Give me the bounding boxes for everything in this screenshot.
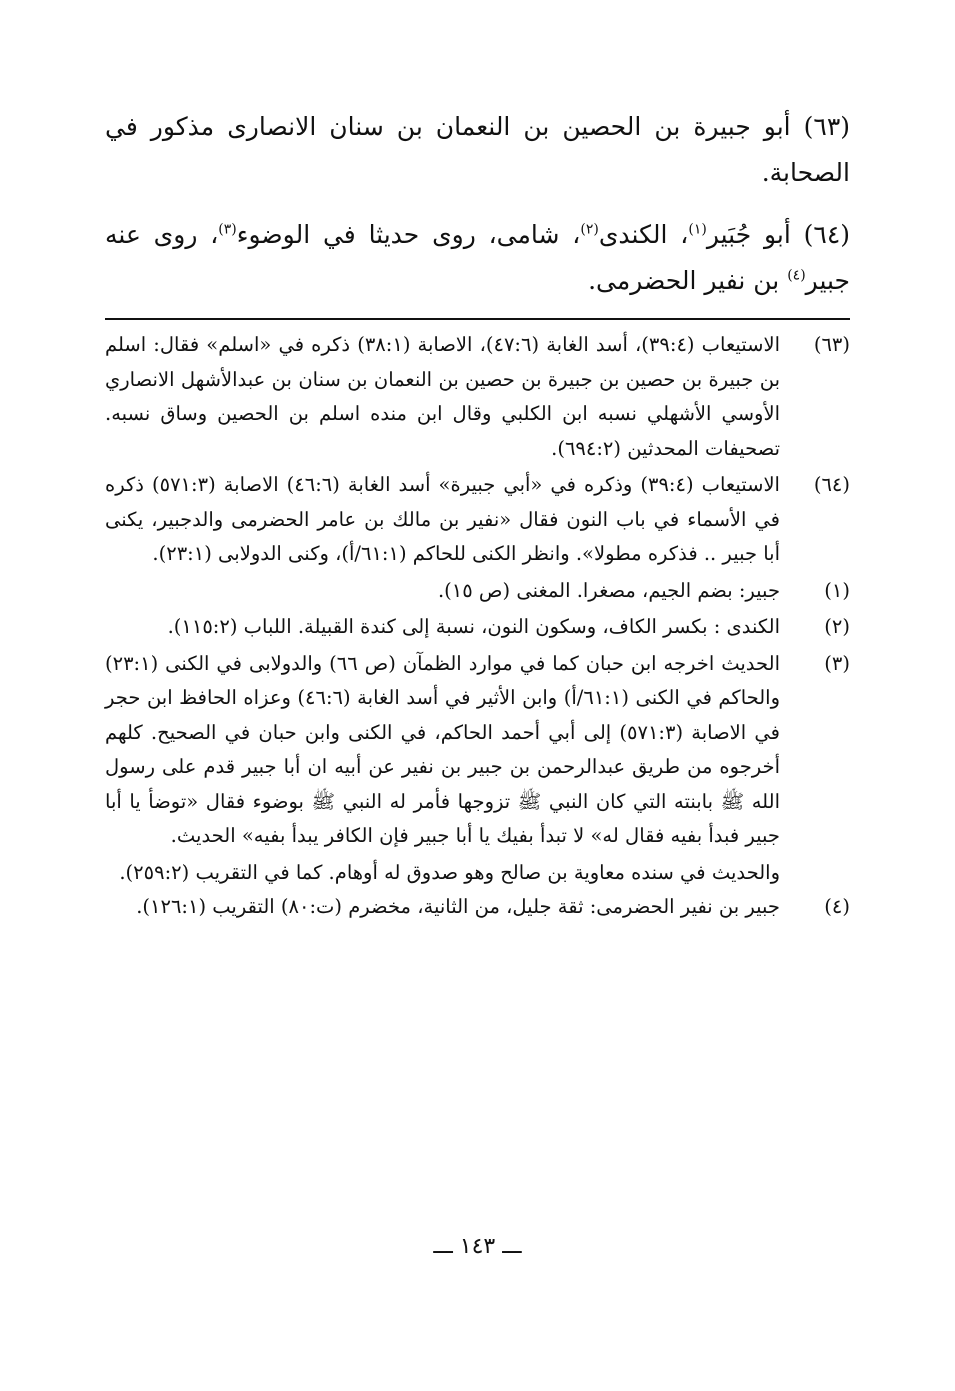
footnote-3-continuation: والحديث في سنده معاوية بن صالح وهو صدوق له أوهام. كما في التقريب (٢٥٩:٢). xyxy=(119,860,780,884)
footnote-4 xyxy=(105,890,850,925)
footnote-text: الاستيعاب (٣٩:٤)، أسد الغابة (٤٧:٦)، الاصابة (٣٨:١) ذكره في «اسلم» فقال: اسلم بن جبيرة بن حصين بن جبيرة بن حصين بن النعمان بن سنان بن عبدالأشهل الانصاري الأوسي الأشهلي نسبه ابن الكلبي وقال ابن منده اسلم بن الحصين وساق نسبه. تصحيفات المحدثين (٦٩٤:٢). xyxy=(105,333,780,460)
footnote-63 xyxy=(105,328,850,466)
footnote-ref-1: (١) xyxy=(688,221,707,238)
footnote-ref-2: (٢) xyxy=(580,221,599,238)
footnote-number: (٦٣) xyxy=(813,333,850,356)
entry-text-part: أبو جُبَير xyxy=(706,220,791,249)
footnote-text: الاستيعاب (٣٩:٤) وذكره في «أبي جبيرة» أسد الغابة (٤٦:٦) الاصابة (٥٧١:٣) ذكره في الأسماء في باب النون فقال «نفير بن مالك بن عامر الحضرمى والدجبير، يكنى أبا جبير .. فذكره مطولا». وانظر الكنى للحاكم (٦١:١/أ)، وكنى الدولابى (٢٣:١). xyxy=(105,473,780,565)
footnote-text: الكندى : بكسر الكاف، وسكون النون، نسبة إلى كندة القبيلة. اللباب (١١٥:٢). xyxy=(167,615,780,638)
entry-text-part: ، روى عنه جبير xyxy=(105,220,850,295)
footnote-number: (٢) xyxy=(824,615,850,638)
footnote-number: (٤) xyxy=(824,895,850,918)
entry-text-part: ، شامى، روى حديثا في الوضوء xyxy=(236,220,581,249)
footnote-3 xyxy=(105,647,850,854)
entry-64 xyxy=(105,212,850,304)
entry-number: (٦٣) xyxy=(803,112,851,141)
page-number: ـــ ١٤٣ ـــ xyxy=(433,1234,522,1259)
footnote-number: (٣) xyxy=(824,651,850,675)
footnote-text: الحديث اخرجه ابن حبان كما في موارد الظمآن (ص ٦٦) والدولابى في الكنى (٢٣:١) والحاكم في الكنى (٦١:١/أ) وابن الأثير في أسد الغابة (٤٦:٦) وعزاه الحافظ ابن حجر في الاصابة (٥٧١:٣) إلى أبي أحمد الحاكم، في الكنى وابن حبان في الصحيح. كلهم أخرجوه من طريق عبدالرحمن بن جبير بن نفير عن أبيه ان أبا جبير قدم على رسول الله ﷺ بابنته التي كان النبي ﷺ تزوجها فأمر له النبي ﷺ بوضوء فقال «توضأ يا أبا جبير فبدأ بفيه فقال له» لا تبدأ بفيك يا أبا جبير فإن الكافر يبدأ بفيه» الحديث. xyxy=(105,651,780,847)
footnote-ref-4: (٤) xyxy=(787,267,806,284)
entry-text: أبو جبيرة بن الحصين بن النعمان بن سنان الانصارى مذكور في الصحابة. xyxy=(105,112,850,187)
footnote-text: جبير بن نفير الحضرمى: ثقة جليل، من الثانية، مخضرم (ت:٨٠) التقريب (١٢٦:١). xyxy=(136,895,780,918)
footnote-number: (١) xyxy=(824,578,850,602)
footnote-number: (٦٤) xyxy=(813,473,850,496)
footnote-ref-3: (٣) xyxy=(218,221,237,238)
footnote-1 xyxy=(105,574,850,609)
entry-text-part: بن نفير الحضرمى. xyxy=(588,266,788,295)
footnotes xyxy=(105,328,850,927)
footnote-separator xyxy=(105,318,850,320)
entry-number: (٦٤) xyxy=(803,220,851,249)
entry-63 xyxy=(105,104,850,196)
footnote-2 xyxy=(105,610,850,645)
footnote-text: جبير: بضم الجيم، مصغرا. المغنى (ص ١٥). xyxy=(437,578,780,602)
entry-text-part: ، الكندى xyxy=(598,220,689,249)
footnote-64 xyxy=(105,468,850,572)
